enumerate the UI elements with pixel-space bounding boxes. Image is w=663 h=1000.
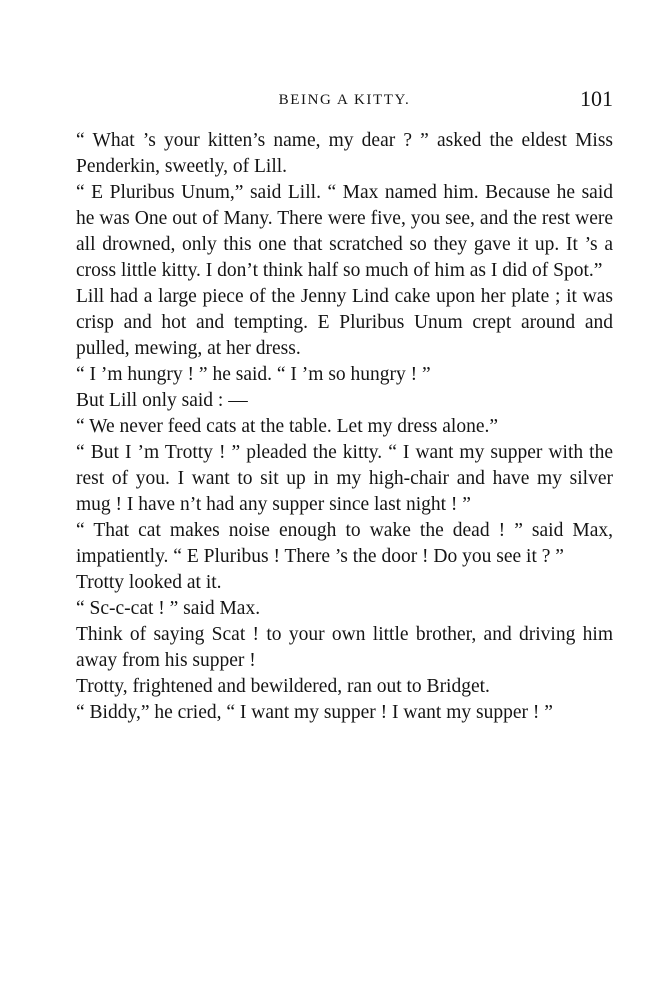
paragraph: “ Biddy,” he cried, “ I want my supper ! I want my supper ! ” bbox=[76, 702, 553, 723]
page-number: 101 bbox=[580, 86, 613, 111]
running-head: BEING A KITTY. bbox=[278, 92, 411, 108]
paragraph: “ What ’s your kitten’s name, my dear ? ” asked the eldest Miss Penderkin, sweetly, of Lill. bbox=[76, 130, 613, 177]
paragraph: Think of saying Scat ! to your own little brother, and driving him away from his supper ! bbox=[76, 624, 613, 671]
paragraph: Trotty looked at it. bbox=[76, 572, 222, 593]
paragraph: “ That cat makes noise enough to wake the dead ! ” said Max, impatiently. “ E Pluribus ! There ’s the door ! Do you see it ? ” bbox=[76, 520, 613, 567]
paragraph: “ But I ’m Trotty ! ” pleaded the kitty. “ I want my supper with the rest of you. I want to sit up in my high-chair and have my silver mug ! I have n’t had any supper since last night ! ” bbox=[76, 442, 613, 515]
paragraph: Lill had a large piece of the Jenny Lind cake upon her plate ; it was crisp and hot and tempting. E Pluribus Unum crept around and pulled, mewing, at her dress. bbox=[76, 286, 613, 359]
paragraph: “ We never feed cats at the table. Let my dress alone.” bbox=[76, 416, 499, 437]
page-header bbox=[76, 86, 613, 114]
paragraph: Trotty, frightened and bewildered, ran out to Bridget. bbox=[76, 676, 490, 697]
paragraph: “ E Pluribus Unum,” said Lill. “ Max named him. Because he said he was One out of Many. There were five, you see, and the rest were all drowned, only this one that scratched so they gave it up. It ’s a cross little kitty. I don’t think half so much of him as I did of Spot.” bbox=[76, 182, 613, 281]
body-text bbox=[76, 128, 613, 726]
paragraph: “ Sc-c-cat ! ” said Max. bbox=[76, 598, 261, 619]
paragraph: But Lill only said : — bbox=[76, 390, 248, 411]
paragraph: “ I ’m hungry ! ” he said. “ I ’m so hungry ! ” bbox=[76, 364, 431, 385]
